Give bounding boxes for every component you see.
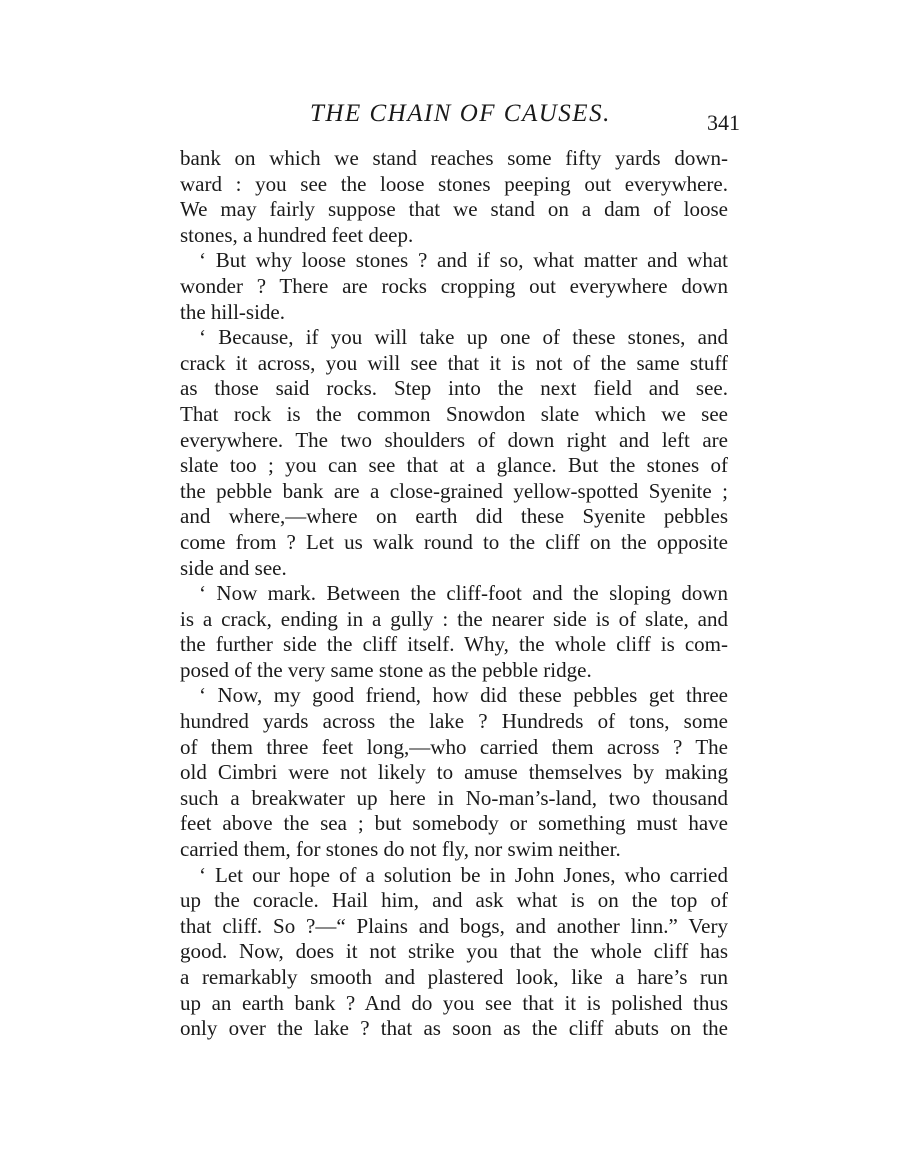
text-line: as those said rocks. Step into the next field and see.: [180, 376, 728, 401]
page-number: 341: [707, 110, 740, 135]
text-line: up the coracle. Hail him, and ask what is on the top of: [180, 888, 728, 913]
text-line: everywhere. The two shoulders of down right and left are: [180, 427, 728, 452]
running-head: [180, 100, 740, 140]
text-line: stones, a hundred feet deep.: [180, 222, 414, 247]
text-line: hundred yards across the lake ? Hundreds of tons, some: [180, 709, 728, 734]
text-line: good. Now, does it not strike you that the whole cliff has: [180, 939, 728, 964]
text-line: a remarkably smooth and plastered look, like a hare’s run: [180, 965, 728, 989]
text-line: ward : you see the loose stones peeping out everywhere.: [180, 171, 728, 196]
text-line: ‘ Let our hope of a solution be in John Jones, who carried: [199, 862, 728, 887]
text-line: posed of the very same stone as the pebble ridge.: [180, 657, 592, 682]
paragraph-3: [180, 325, 728, 581]
text-line: side and see.: [180, 555, 287, 580]
text-line: that cliff. So ?—“ Plains and bogs, and another linn.” Very: [180, 913, 728, 938]
text-line: only over the lake ? that as soon as the cliff abuts on the: [180, 1016, 728, 1041]
text-line: That rock is the common Snowdon slate which we see: [180, 401, 728, 426]
text-line: ‘ But why loose stones ? and if so, what matter and what: [199, 248, 728, 273]
text-line: slate too ; you can see that at a glance. But the stones of: [180, 453, 728, 478]
text-line: carried them, for stones do not fly, nor swim neither.: [180, 837, 621, 862]
text-line: is a crack, ending in a gully : the nearer side is of slate, and: [180, 606, 728, 631]
text-line: We may fairly suppose that we stand on a dam of loose: [180, 197, 728, 222]
paragraph-6: [180, 863, 728, 1042]
paragraph-2: [180, 248, 728, 325]
running-title: THE CHAIN OF CAUSES.: [310, 100, 611, 127]
text-line: the hill-side.: [180, 299, 285, 324]
text-line: of them three feet long,—who carried them across ? The: [180, 734, 728, 759]
text-line: feet above the sea ; but somebody or something must have: [180, 811, 728, 836]
paragraph-1: [180, 146, 728, 248]
text-line: up an earth bank ? And do you see that it is polished thus: [180, 990, 728, 1015]
text-line: and where,—where on earth did these Syenite pebbles: [180, 504, 728, 529]
text-line: old Cimbri were not likely to amuse themselves by making: [180, 760, 728, 785]
text-line: crack it across, you will see that it is not of the same stuff: [180, 350, 728, 375]
text-line: ‘ Because, if you will take up one of these stones, and: [199, 325, 728, 350]
paragraph-5: [180, 683, 728, 862]
text-line: the pebble bank are a close-grained yellow-spotted Syenite ;: [180, 478, 728, 503]
paragraph-4: [180, 581, 728, 683]
text-line: such a breakwater up here in No-man’s-land, two thousand: [180, 785, 728, 810]
text-line: come from ? Let us walk round to the cliff on the opposite: [180, 529, 728, 554]
text-line: the further side the cliff itself. Why, the whole cliff is com-: [180, 632, 728, 657]
text-line: ‘ Now mark. Between the cliff-foot and the sloping down: [199, 581, 728, 606]
body-text: [180, 146, 728, 1042]
text-line: bank on which we stand reaches some fifty yards down-: [180, 146, 728, 170]
text-line: wonder ? There are rocks cropping out everywhere down: [180, 273, 728, 298]
text-line: ‘ Now, my good friend, how did these pebbles get three: [199, 683, 728, 708]
